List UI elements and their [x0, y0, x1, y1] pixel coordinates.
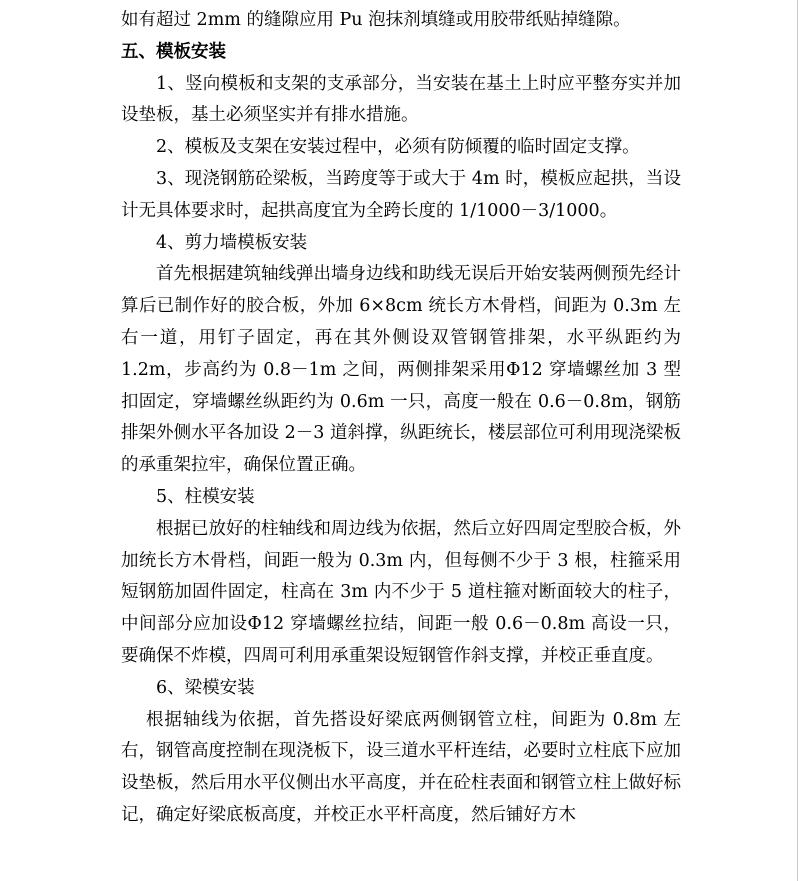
- subheading-5: 5、柱模安装: [156, 486, 255, 507]
- paragraph-6: 根据轴线为依据，首先搭设好梁底两侧钢管立柱，间距为 0.8m 左右，钢管高度控制在现浇板下，设三道水平杆连结，必要时立柱底下应加设垫板，然后用水平仪侧出水平高度，并在砼柱表面和钢管立柱上做好标记，确定好梁底板高度，并校正水平杆高度，然后铺好方木: [121, 709, 681, 825]
- continued-line: 如有超过 2mm 的缝隙应用 Pu 泡抹剂填缝或用胶带纸贴掉缝隙。: [121, 10, 631, 30]
- subheading-6: 6、梁模安装: [156, 677, 255, 698]
- paragraph-2: 2、模板及支架在安装过程中，必须有防倾覆的临时固定支撑。: [156, 137, 640, 158]
- paragraph-5: 根据已放好的柱轴线和周边线为依据，然后立好四周定型胶合板，外加统长方木骨档，间距一般为 0.3m 内，但每侧不少于 3 根，柱箍采用短钢筋加固件固定，柱高在 3m 内不少于 5 道柱箍对断面较大的柱子，中间部分应加设Φ12 穿墙螺丝拉结，间距一般 0.6－0.8m 高设一只，要确保不炸模，四周可利用承重架设短钢管作斜支撑，并校正垂直度。: [121, 518, 681, 666]
- paragraph-4: 首先根据建筑轴线弹出墙身边线和助线无误后开始安装两侧预先经计算后已制作好的胶合板，外加 6×8cm 统长方木骨档，间距为 0.3m 左右一道，用钉子固定，再在其外侧设双管钢管排架，水平纵距约为 1.2m，步高约为 0.8－1m 之间，两侧排架采用Φ12 穿墙螺丝加 3 型扣固定，穿墙螺丝纵距约为 0.6m 一只，高度一般在 0.6－0.8m，钢筋排架外侧水平各加设 2－3 道斜撑，纵距统长，楼层部位可利用现浇梁板的承重架拉牢，确保位置正确。: [121, 264, 681, 476]
- subheading-4: 4、剪力墙模板安装: [156, 232, 308, 253]
- document-body: [121, 5, 681, 832]
- paragraph-1: 1、竖向模板和支架的支承部分，当安装在基土上时应平整夯实并加设垫板，基土必须坚实并有排水措施。: [121, 73, 681, 126]
- section-heading: 五、模板安装: [121, 41, 226, 62]
- paragraph-3: 3、现浇钢筋砼梁板，当跨度等于或大于 4m 时，模板应起拱，当设计无具体要求时，起拱高度宜为全跨长度的 1/1000－3/1000。: [121, 168, 681, 221]
